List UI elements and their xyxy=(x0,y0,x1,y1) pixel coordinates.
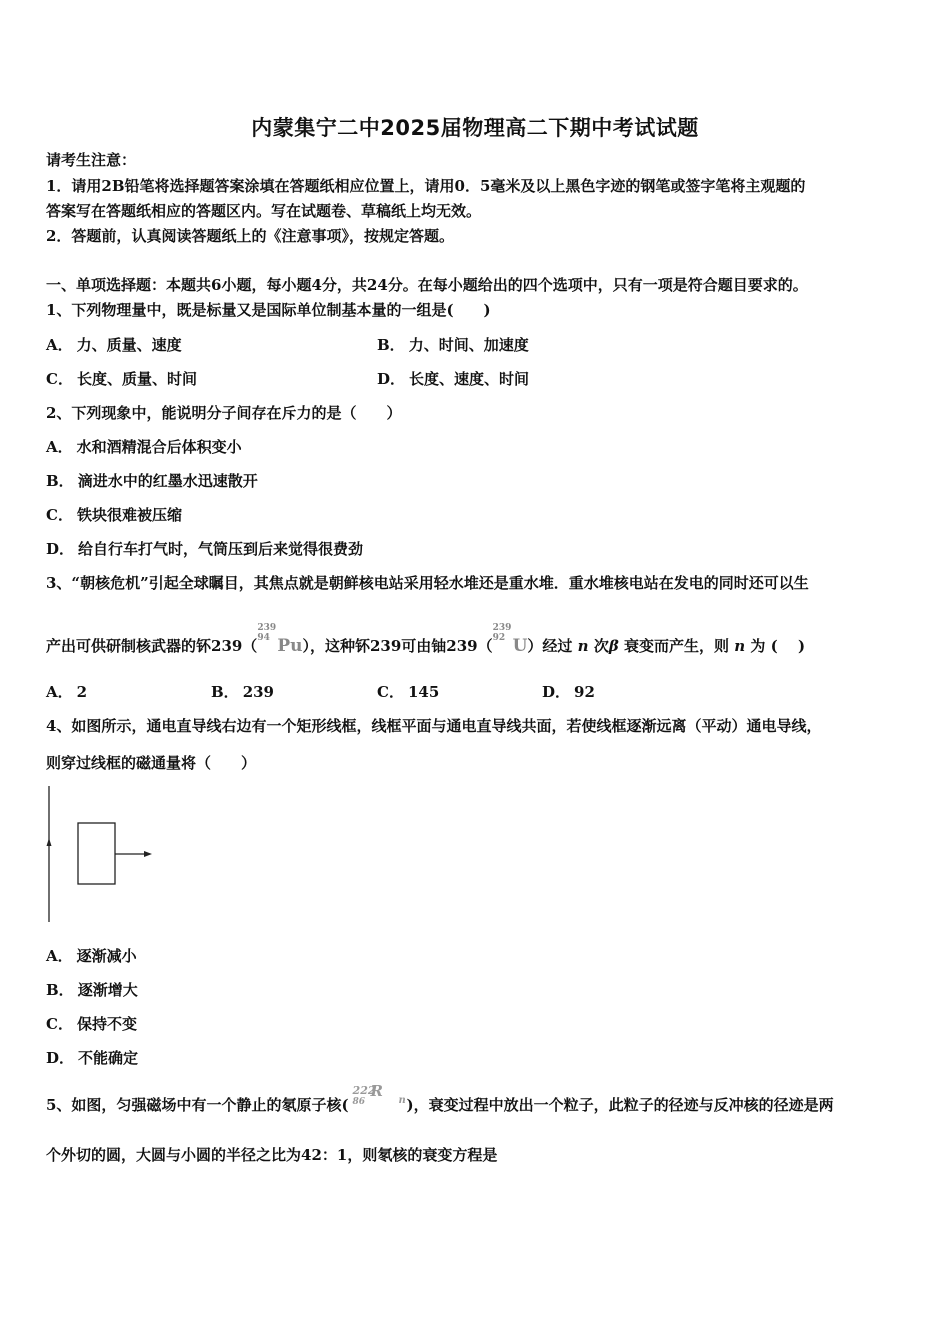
q3-text-6: 为 ( ) xyxy=(750,637,806,655)
rectangular-loop xyxy=(78,823,115,884)
q1-option-b xyxy=(377,335,529,355)
q3-option-b xyxy=(211,682,274,702)
option-label: D． xyxy=(46,1049,75,1067)
option-label: B． xyxy=(46,981,74,999)
q3-text-4: 次 xyxy=(593,637,609,655)
q4-option-d xyxy=(46,1048,138,1068)
option-label: B． xyxy=(211,683,239,701)
question-4-stem-a: 4、如图所示，通电直导线右边有一个矩形线框，线框平面与通电直导线共面，若使线框逐渐远离（平动）通电导线， xyxy=(46,717,822,735)
section-1-heading: 一、单项选择题：本题共6小题，每小题4分，共24分。在每小题给出的四个选项中，只有一项是符合题目要求的。 xyxy=(46,276,808,294)
q3-text-3: ）经过 xyxy=(527,637,573,655)
option-label: D． xyxy=(46,540,75,558)
option-text: 铁块很难被压缩 xyxy=(76,506,182,524)
question-3-stem-b xyxy=(46,623,806,656)
option-text: 不能确定 xyxy=(78,1049,139,1067)
q3-text-1: 产出可供研制核武器的钚239（ xyxy=(46,637,258,655)
question-3-stem-a: 3、“朝核危机”引起全球瞩目，其焦点就是朝鲜核电站采用轻水堆还是重水堆．重水堆核电站在发电的同时还可以生 xyxy=(46,574,809,592)
u-mass-number: 239 xyxy=(492,623,512,633)
q2-option-b xyxy=(46,471,258,491)
option-text: 逐渐增大 xyxy=(77,981,138,999)
q1-option-c xyxy=(46,369,197,389)
notice-item-1b: 答案写在答题纸相应的答题区内。写在试题卷、草稿纸上均无效。 xyxy=(46,202,482,220)
radon-isotope xyxy=(349,1082,407,1115)
option-text: 239 xyxy=(242,683,274,701)
q3-text-5: 衰变而产生，则 xyxy=(624,637,730,655)
pu-symbol: Pu xyxy=(277,636,303,656)
u-symbol: U xyxy=(512,636,528,656)
notice-item-1a: 1．请用2B铅笔将选择题答案涂填在答题纸相应位置上，请用0．5毫米及以上黑色字迹的钢笔或签字笔将主观题的 xyxy=(46,177,806,195)
option-label: A． xyxy=(46,947,73,965)
option-text: 滴进水中的红墨水迅速散开 xyxy=(77,472,258,490)
option-text: 力、时间、加速度 xyxy=(408,336,529,354)
option-text: 92 xyxy=(574,683,595,701)
q3-text-2: ），这种钚239可由铀239（ xyxy=(302,637,493,655)
q5-text-1: 5、如图，匀强磁场中有一个静止的氡原子核( xyxy=(46,1096,349,1114)
option-label: A． xyxy=(46,683,73,701)
rn-mass-number: 222 xyxy=(352,1084,376,1097)
option-label: A． xyxy=(46,438,73,456)
uranium-isotope xyxy=(492,623,528,656)
q2-option-c xyxy=(46,505,182,525)
arrow-right-icon xyxy=(144,851,152,857)
option-label: B． xyxy=(377,336,405,354)
q2-option-d xyxy=(46,539,363,559)
question-5-stem-a xyxy=(46,1082,834,1115)
option-label: C． xyxy=(377,683,404,701)
beta-symbol: β xyxy=(608,637,619,655)
pu-mass-number: 239 xyxy=(257,623,277,633)
q3-option-c xyxy=(377,682,439,702)
option-text: 保持不变 xyxy=(76,1015,137,1033)
wire-and-loop-figure xyxy=(40,780,170,930)
rn-symbol-tail: n xyxy=(398,1095,406,1106)
q1-option-a xyxy=(46,335,182,355)
option-label: A． xyxy=(46,336,73,354)
exam-title: 内蒙集宁二中2025届物理高二下期中考试试题 xyxy=(251,116,699,140)
q5-text-2: )，衰变过程中放出一个粒子，此粒子的径迹与反冲核的径迹是两 xyxy=(406,1096,834,1114)
option-label: C． xyxy=(46,506,73,524)
q3-option-d xyxy=(542,682,595,702)
question-4-stem-b: 则穿过线框的磁通量将（ ） xyxy=(46,754,257,772)
u-atomic-number: 92 xyxy=(492,633,506,643)
q4-option-a xyxy=(46,946,137,966)
variable-n: n xyxy=(577,637,589,655)
plutonium-isotope xyxy=(257,623,303,656)
current-arrow-icon xyxy=(47,838,52,846)
option-text: 给自行车打气时，气筒压到后来觉得很费劲 xyxy=(78,540,364,558)
option-label: C． xyxy=(46,370,73,388)
variable-n: n xyxy=(734,637,746,655)
q4-option-b xyxy=(46,980,138,1000)
option-text: 2 xyxy=(76,683,88,701)
q1-option-d xyxy=(377,369,529,389)
option-text: 145 xyxy=(407,683,440,701)
pu-atomic-number: 94 xyxy=(257,633,270,643)
option-label: D． xyxy=(377,370,406,388)
option-text: 长度、质量、时间 xyxy=(76,370,197,388)
option-label: C． xyxy=(46,1015,73,1033)
q2-option-a xyxy=(46,437,242,457)
q4-option-c xyxy=(46,1014,137,1034)
option-text: 逐渐减小 xyxy=(76,947,137,965)
rn-symbol: R xyxy=(370,1082,384,1100)
option-label: B． xyxy=(46,472,74,490)
question-5-stem-b: 个外切的圆，大圆与小圆的半径之比为42：1，则氡核的衰变方程是 xyxy=(46,1146,498,1164)
question-1-stem: 1、下列物理量中，既是标量又是国际单位制基本量的一组是( ) xyxy=(46,301,491,319)
notice-heading: 请考生注意： xyxy=(46,151,137,169)
q3-option-a xyxy=(46,682,87,702)
question-2-stem: 2、下列现象中，能说明分子间存在斥力的是（ ） xyxy=(46,404,402,422)
rn-atomic-number: 86 xyxy=(352,1097,366,1107)
option-text: 长度、速度、时间 xyxy=(409,370,530,388)
option-label: D． xyxy=(542,683,571,701)
option-text: 力、质量、速度 xyxy=(76,336,182,354)
option-text: 水和酒精混合后体积变小 xyxy=(76,438,242,456)
notice-item-2: 2．答题前，认真阅读答题纸上的《注意事项》，按规定答题。 xyxy=(46,227,454,245)
